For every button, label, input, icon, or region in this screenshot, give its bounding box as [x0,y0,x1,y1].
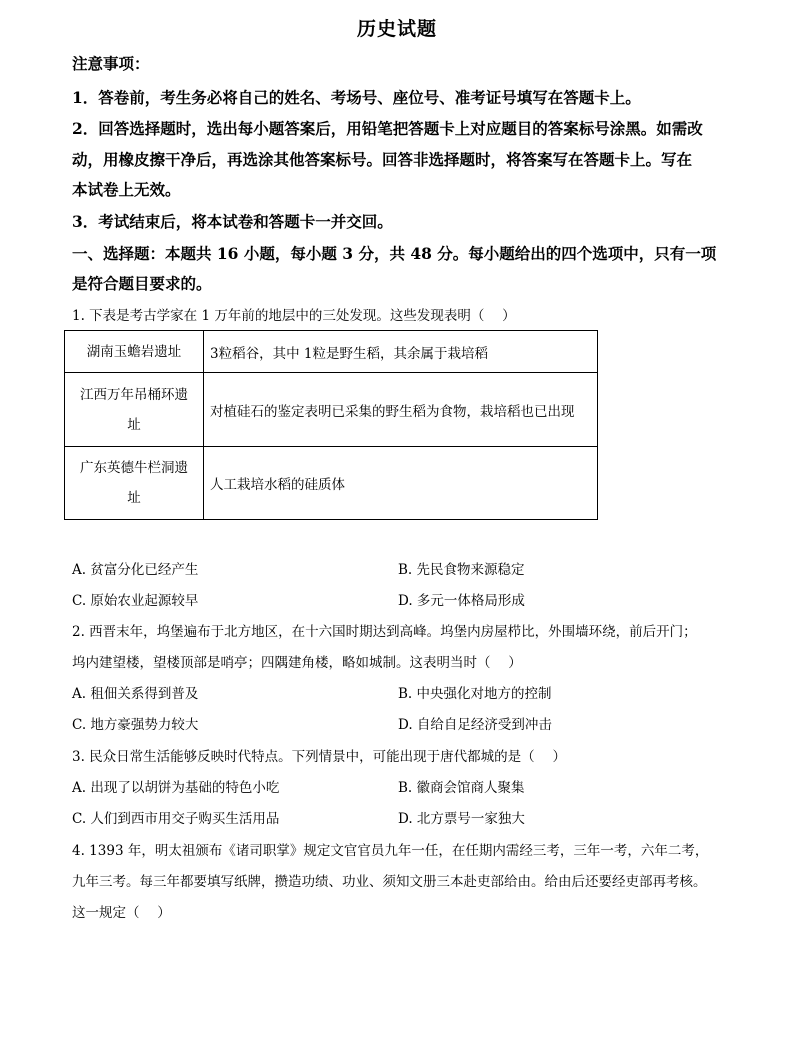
q2-option-d[interactable]: D. 自给自足经济受到冲击 [398,717,552,733]
notice-item-2-line-2: 动，用橡皮擦干净后，再选涂其他答案标号。回答非选择题时，将答案写在答题卡上。写在 [72,150,693,169]
site-label-line-1: 江西万年吊桶环遗 [80,386,188,403]
q1-option-d[interactable]: D. 多元一体格局形成 [398,593,525,609]
site-label-line-2: 址 [127,490,141,506]
q1-findings-table [64,330,598,520]
q4-stem-line-3: 这一规定（ ） [72,905,171,921]
table-cell-site [65,373,204,447]
q3-stem: 3. 民众日常生活能够反映时代特点。下列情景中，可能出现于唐代都城的是（ ） [72,749,566,765]
q2-stem-line-2: 坞内建望楼，望楼顶部是哨亭；四隅建角楼，略如城制。这表明当时（ ） [72,655,522,671]
table-cell-finding: 3粒稻谷，其中 1粒是野生稻，其余属于栽培稻 [204,331,598,373]
site-label-line-1: 广东英德牛栏洞遗 [80,460,188,476]
q1-option-a[interactable]: A. 贫富分化已经产生 [72,562,199,578]
q3-option-a[interactable]: A. 出现了以胡饼为基础的特色小吃 [72,780,280,796]
site-label-line-2: 址 [127,416,141,433]
q1-option-c[interactable]: C. 原始农业起源较早 [72,593,199,609]
q3-option-c[interactable]: C. 人们到西市用交子购买生活用品 [72,811,280,827]
table-cell-finding: 对植硅石的鉴定表明已采集的野生稻为食物，栽培稻也已出现 [204,373,598,447]
q4-stem-line-1: 4. 1393 年，明太祖颁布《诸司职掌》规定文官官员九年一任，在任期内需经三考，三年一考，六年二考， [72,843,709,859]
q1-option-b[interactable]: B. 先民食物来源稳定 [398,562,525,578]
table-row [65,331,598,373]
q3-option-d[interactable]: D. 北方票号一家独大 [398,811,525,827]
table-cell-finding: 人工栽培水稻的硅质体 [204,447,598,520]
notice-heading: 注意事项： [72,54,150,73]
q2-option-c[interactable]: C. 地方豪强势力较大 [72,717,199,733]
q2-option-b[interactable]: B. 中央强化对地方的控制 [398,686,552,702]
section-instruction-line-2: 是符合题目要求的。 [72,274,212,293]
page-title: 历史试题 [356,18,437,40]
notice-item-1: 1．答卷前，考生务必将自己的姓名、考场号、座位号、准考证号填写在答题卡上。 [72,88,641,107]
section-instruction-line-1: 一、选择题：本题共 16 小题，每小题 3 分，共 48 分。每小题给出的四个选项中，只有一项 [72,244,717,263]
notice-item-2-line-1: 2．回答选择题时，选出每小题答案后，用铅笔把答题卡上对应题目的答案标号涂黑。如需改 [72,119,703,138]
q2-option-a[interactable]: A. 租佃关系得到普及 [72,686,199,702]
q1-stem: 1. 下表是考古学家在 1 万年前的地层中的三处发现。这些发现表明（ ） [72,308,516,324]
table-cell-site [65,331,204,373]
notice-item-3: 3．考试结束后，将本试卷和答题卡一并交回。 [72,212,393,231]
q4-stem-line-2: 九年三考。每三年都要填写纸牌，攒造功绩、功业、须知文册三本赴吏部给由。给由后还要经吏部再考核。 [72,874,707,890]
table-cell-site [65,447,204,520]
site-label: 湖南玉蟾岩遗址 [86,343,182,360]
q2-stem-line-1: 2. 西晋末年，坞堡遍布于北方地区，在十六国时期达到高峰。坞堡内房屋栉比，外围墙环绕，前后开门； [72,624,697,640]
q3-option-b[interactable]: B. 徽商会馆商人聚集 [398,780,525,796]
table-row [65,373,598,447]
table-row [65,447,598,520]
notice-item-2-line-3: 本试卷上无效。 [72,180,181,199]
